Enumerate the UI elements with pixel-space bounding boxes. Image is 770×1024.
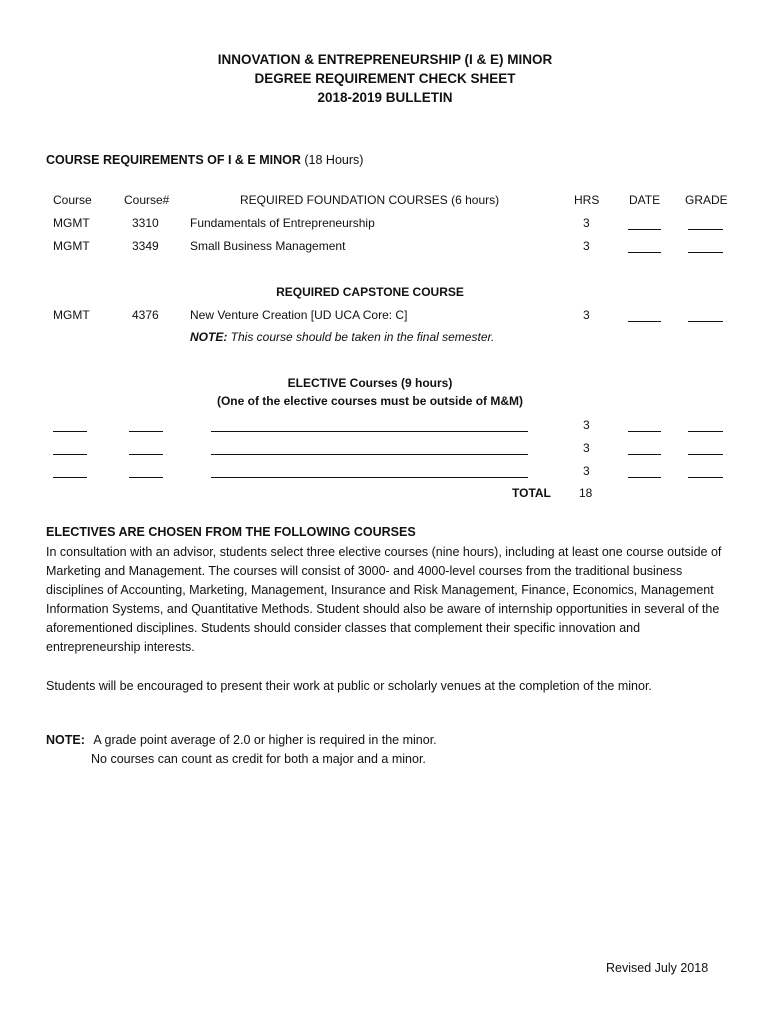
col-header-foundation: REQUIRED FOUNDATION COURSES (6 hours) xyxy=(240,193,500,207)
document-title xyxy=(0,50,770,107)
total-label: TOTAL xyxy=(512,486,551,500)
elective-subtitle: (One of the elective courses must be outside of M&M) xyxy=(216,394,524,408)
elective-2-title-blank[interactable] xyxy=(211,444,528,455)
col-header-grade: GRADE xyxy=(685,193,728,207)
total-value: 18 xyxy=(579,486,593,500)
elective-1-course-blank[interactable] xyxy=(53,421,87,432)
minor-note-line-2: No courses can count as credit for both a major and a minor. xyxy=(91,752,426,766)
elective-3-course-blank[interactable] xyxy=(53,467,87,478)
electives-info-heading: ELECTIVES ARE CHOSEN FROM THE FOLLOWING COURSES xyxy=(46,525,416,539)
electives-info-paragraph-2: Students will be encouraged to present their work at public or scholarly venues at the completion of the minor. xyxy=(46,679,652,693)
requirements-heading-bold: COURSE REQUIREMENTS OF I & E MINOR xyxy=(46,153,301,167)
title-line-2: DEGREE REQUIREMENT CHECK SHEET xyxy=(254,71,516,86)
col-header-course-num: Course# xyxy=(124,193,170,207)
elective-3-title-blank[interactable] xyxy=(211,467,528,478)
foundation-2-date-blank[interactable] xyxy=(628,242,661,253)
capstone-name: New Venture Creation [UD UCA Core: C] xyxy=(190,308,408,322)
capstone-note xyxy=(190,330,494,344)
capstone-number: 4376 xyxy=(132,308,159,322)
elective-2-course-blank[interactable] xyxy=(53,444,87,455)
foundation-2-grade-blank[interactable] xyxy=(688,242,723,253)
elective-1-number-blank[interactable] xyxy=(129,421,163,432)
col-header-hrs: HRS xyxy=(574,193,600,207)
requirements-heading xyxy=(46,153,363,167)
foundation-2-hrs: 3 xyxy=(583,239,590,253)
foundation-1-course: MGMT xyxy=(53,216,90,230)
capstone-course: MGMT xyxy=(53,308,90,322)
capstone-title: REQUIRED CAPSTONE COURSE xyxy=(276,285,464,299)
elective-1-hrs: 3 xyxy=(583,418,590,432)
elective-2-date-blank[interactable] xyxy=(628,444,661,455)
minor-note-line-1: A grade point average of 2.0 or higher is required in the minor. xyxy=(93,733,437,747)
elective-title: ELECTIVE Courses (9 hours) xyxy=(287,376,453,390)
capstone-grade-blank[interactable] xyxy=(688,311,723,322)
elective-2-grade-blank[interactable] xyxy=(688,444,723,455)
elective-2-number-blank[interactable] xyxy=(129,444,163,455)
title-line-3: 2018-2019 BULLETIN xyxy=(317,90,453,105)
foundation-2-course: MGMT xyxy=(53,239,90,253)
minor-note-label: NOTE: xyxy=(46,733,85,747)
capstone-date-blank[interactable] xyxy=(628,311,661,322)
foundation-1-title: Fundamentals of Entrepreneurship xyxy=(190,216,375,230)
col-header-date: DATE xyxy=(629,193,661,207)
elective-1-title-blank[interactable] xyxy=(211,421,528,432)
elective-3-date-blank[interactable] xyxy=(628,467,661,478)
elective-2-hrs: 3 xyxy=(583,441,590,455)
foundation-1-date-blank[interactable] xyxy=(628,219,661,230)
capstone-note-label: NOTE: xyxy=(190,330,228,344)
minor-note xyxy=(46,733,437,747)
elective-1-grade-blank[interactable] xyxy=(688,421,723,432)
requirements-heading-hours: (18 Hours) xyxy=(304,153,364,167)
foundation-2-title: Small Business Management xyxy=(190,239,346,253)
title-line-1: INNOVATION & ENTREPRENEURSHIP (I & E) MINOR xyxy=(217,52,553,67)
elective-3-grade-blank[interactable] xyxy=(688,467,723,478)
col-header-course: Course xyxy=(53,193,92,207)
electives-info-paragraph: In consultation with an advisor, students select three elective courses (nine hours), including at least one course outside of Marketing and Management. The courses will consist of 3000- and 4000-level courses from the traditional business disciplines of Accounting, Marketing, Management, Insurance and Risk Management, Finance, Economics, Management Information Systems, and Quantitative Methods. Student should also be aware of internship opportunities in several of the aforementioned disciplines. Students should consider classes that complement their specific innovation and entrepreneurship interests. xyxy=(46,545,722,654)
elective-3-hrs: 3 xyxy=(583,464,590,478)
capstone-note-text: This course should be taken in the final semester. xyxy=(227,330,495,344)
foundation-2-number: 3349 xyxy=(132,239,159,253)
foundation-1-grade-blank[interactable] xyxy=(688,219,723,230)
capstone-hrs: 3 xyxy=(583,308,590,322)
elective-1-date-blank[interactable] xyxy=(628,421,661,432)
foundation-1-number: 3310 xyxy=(132,216,159,230)
elective-3-number-blank[interactable] xyxy=(129,467,163,478)
revised-date: Revised July 2018 xyxy=(606,961,709,975)
foundation-1-hrs: 3 xyxy=(583,216,590,230)
